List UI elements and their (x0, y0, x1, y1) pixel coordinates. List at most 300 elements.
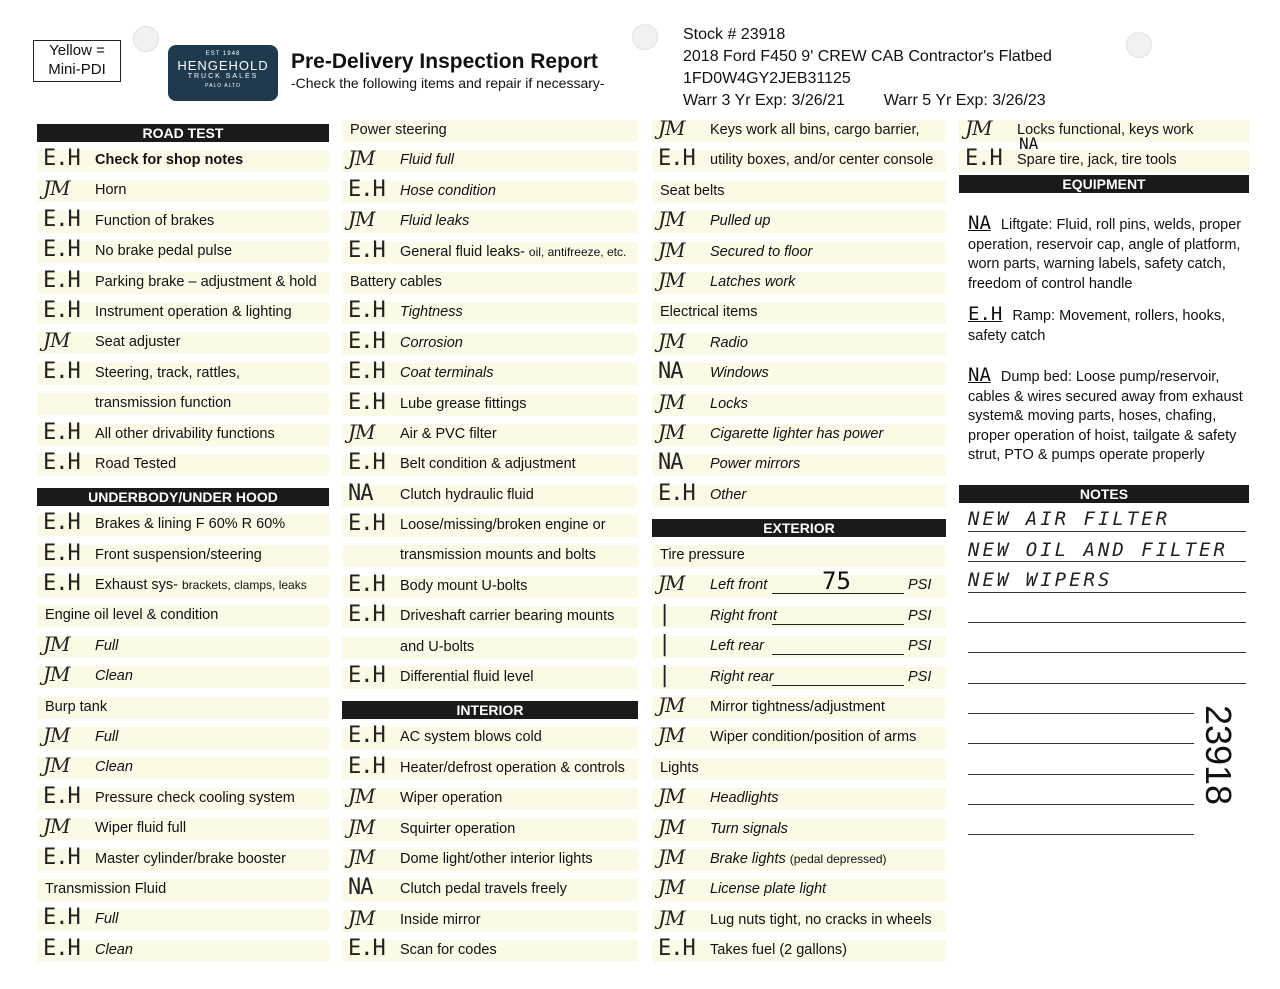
item-label-text: Power steering (350, 122, 447, 138)
row-band (652, 363, 946, 385)
inspector-initials: JM (348, 905, 375, 930)
mini-pdi-note (33, 40, 121, 82)
item-label-text: Dome light/other interior lights (400, 850, 593, 867)
item-label (660, 183, 725, 199)
item-label (95, 365, 240, 381)
inspector-initials: E.H (348, 237, 385, 263)
inspector-initials: JM (43, 723, 70, 748)
checklist-item-horn (37, 178, 329, 208)
item-label-text: Latches work (710, 273, 796, 290)
item-label-text: Takes fuel (2 gallons) (710, 942, 848, 959)
item-label (95, 759, 133, 775)
item-label (95, 395, 231, 411)
equipment-text: Ramp: Movement, rollers, hooks, safety catch (968, 308, 1226, 344)
checklist-item-pulled-up (652, 209, 946, 239)
item-label-text: Scan for codes (400, 942, 497, 959)
notes-rule (968, 683, 1246, 684)
checklist-item-heater-defrost-operation-controls (342, 753, 638, 786)
item-label (710, 851, 887, 867)
psi-value: 75 (822, 567, 851, 596)
item-label-text: and U-bolts (400, 638, 475, 655)
row-band (37, 757, 329, 779)
checklist-item-transmission-fluid (37, 877, 329, 907)
section-header-interior: INTERIOR (342, 701, 638, 719)
item-label-text: Seat adjuster (95, 334, 181, 351)
item-label (95, 456, 176, 472)
item-label-text: Locks functional, keys work (1017, 122, 1194, 138)
inspector-initials: JM (348, 814, 375, 839)
item-label-text: Master cylinder/brake booster (95, 850, 286, 867)
checklist-item-brake-lights (652, 844, 946, 877)
note-line-1: Yellow = (49, 42, 105, 59)
stock-number-vertical-text: 23918 (1198, 704, 1239, 806)
item-label (400, 639, 474, 655)
inspector-initials: E.H (43, 540, 80, 566)
item-label-text: Windows (710, 365, 769, 382)
row-band (652, 394, 946, 416)
inspector-initials: | (658, 601, 671, 627)
item-label (660, 304, 758, 320)
checklist-item-hose-condition (342, 176, 638, 209)
item-label-text: Mirror tightness/adjustment (710, 699, 885, 716)
checklist-item-power-mirrors (652, 452, 946, 482)
punch-hole (133, 26, 159, 52)
inspector-initials: E.H (348, 328, 385, 354)
item-label-text: Front suspension/steering (95, 546, 262, 563)
inspector-initials: E.H (658, 146, 695, 172)
psi-unit: PSI (908, 638, 932, 655)
item-label (660, 760, 699, 776)
note-line: NEW WIPERS (968, 569, 1113, 591)
item-label-text: Parking brake – adjustment & hold (95, 273, 317, 290)
item-label-small: (pedal depressed) (789, 851, 887, 866)
checklist-item-body-mount-u-bolts (342, 571, 638, 604)
row-band (342, 333, 638, 355)
inspector-initials: E.H (658, 936, 695, 962)
section-header-underbody-under-hood: UNDERBODY/UNDER HOOD (37, 488, 329, 506)
item-label-text: Locks (710, 395, 748, 412)
checklist-item-lug-nuts-tight-no-cracks-in-wheels (652, 905, 946, 938)
checklist-item-wiper-operation (342, 786, 638, 816)
inspector-initials: E.H (43, 510, 80, 536)
item-label (400, 578, 527, 594)
item-label-small: brackets, clamps, leaks (182, 578, 307, 593)
inspector-initials: E.H (348, 511, 385, 537)
item-label (660, 547, 745, 563)
item-label (400, 517, 606, 533)
checklist-item-clutch-hydraulic-fluid (342, 480, 638, 513)
item-label (400, 304, 463, 320)
item-label-text: Brakes & lining F 60% R 60% (95, 516, 286, 533)
item-label-text: All other drivability functions (95, 425, 275, 442)
inspector-initials: JM (658, 784, 685, 809)
item-label-text: Secured to floor (710, 243, 813, 260)
item-label-text: No brake pedal pulse (95, 243, 233, 260)
item-label (710, 396, 748, 412)
equipment-text: Liftgate: Fluid, roll pins, welds, proper operation, reservoir cap, angle of platform, worn parts, warning labels, safety catch, freedom of control handle (968, 217, 1242, 292)
checklist-item-full (37, 907, 329, 937)
item-label (95, 304, 292, 320)
psi-entry-line (772, 685, 904, 686)
inspector-initials: E.H (348, 450, 385, 476)
item-label-text: Corrosion (400, 334, 463, 351)
row-band (37, 909, 329, 931)
section-header-road-test: ROAD TEST (37, 124, 329, 142)
item-label (95, 851, 286, 867)
item-label-text: Engine oil level & condition (45, 607, 219, 624)
checklist-item-road-tested (37, 449, 329, 482)
checklist-item-squirter-operation (342, 814, 638, 847)
item-label (400, 365, 493, 381)
checklist-item-electrical-items (652, 300, 946, 330)
checklist-item-scan-for-codes (342, 938, 638, 968)
item-label-text: Tire pressure (660, 547, 745, 564)
column-1 (37, 118, 329, 968)
inspector-initials: E.H (43, 237, 80, 263)
item-label (400, 912, 481, 928)
item-label (400, 729, 542, 745)
inspector-initials: JM (658, 116, 685, 140)
item-label (710, 638, 764, 654)
row-band (37, 636, 329, 658)
item-label (400, 669, 534, 685)
equipment-text: Dump bed: Loose pump/reservoir, cables & wires secured away from exhaust system& moving parts, hoses, chafing, proper operation of hoist, tailgate & safety strut, PTO & pumps operate properly (968, 369, 1243, 463)
inspector-initials: E.H (43, 449, 80, 475)
item-label-text: Heater/defrost operation & controls (400, 759, 625, 776)
item-label-text: transmission function (95, 395, 232, 412)
equipment-liftgate (968, 214, 1248, 294)
item-label (400, 608, 614, 624)
inspector-initials: E.H (43, 905, 80, 931)
item-label (400, 152, 454, 168)
inspector-initials: JM (658, 571, 685, 596)
inspector-initials: NA (658, 450, 683, 476)
item-label (400, 821, 515, 837)
inspector-initials: | (658, 632, 671, 658)
inspector-initials: E.H (348, 389, 385, 415)
item-label (400, 426, 497, 442)
item-label-text: Squirter operation (400, 820, 516, 837)
item-label (95, 790, 295, 806)
item-label (710, 729, 916, 745)
checklist-item-license-plate-light (652, 877, 946, 907)
item-label-text: Radio (710, 334, 748, 351)
item-label (710, 213, 770, 229)
row-band (342, 637, 638, 659)
stock-number: Stock # 23918 (683, 26, 786, 43)
item-label-text: Coat terminals (400, 365, 494, 382)
item-label (710, 699, 885, 715)
item-label (95, 213, 214, 229)
checklist-item-seat-adjuster (37, 330, 329, 360)
psi-unit: PSI (908, 668, 932, 685)
item-label (45, 607, 218, 623)
item-label (95, 820, 186, 836)
checklist-item-mirror-tightness-adjustment (652, 695, 946, 725)
checklist-item-loose-missing-broken-engine-or (342, 513, 638, 543)
item-label (400, 790, 502, 806)
inspector-initials: E.H (43, 419, 80, 445)
inspector-initials: E.H (43, 783, 80, 809)
item-label-text: Left rear (710, 638, 764, 655)
note-line: NEW AIR FILTER (968, 508, 1171, 530)
section-header-exterior: EXTERIOR (652, 519, 946, 537)
item-label-text: Wiper fluid full (95, 820, 187, 837)
notes-rule (968, 834, 1194, 835)
inspector-initials: JM (348, 844, 375, 869)
checklist-item-power-steering (342, 118, 638, 148)
item-label-text: Transmission Fluid (45, 880, 167, 897)
item-label-text: Wiper condition/position of arms (710, 729, 917, 746)
item-label (95, 942, 133, 958)
column-3 (652, 118, 946, 969)
checklist-item-parking-brake-adjustment-hold (37, 267, 329, 300)
inspector-initials: E.H (43, 844, 80, 870)
row-band (652, 333, 946, 355)
initials: E.H (968, 303, 1003, 325)
item-label (1017, 122, 1194, 138)
item-label-text: Brake lights (710, 850, 786, 867)
psi-entry-line (772, 654, 904, 655)
item-label (710, 274, 795, 290)
checklist-item-front-suspension-steering (37, 540, 329, 573)
equipment-ramp (968, 305, 1248, 346)
item-label (400, 213, 469, 229)
checklist-item-utility-boxes-and-or-center-console (652, 148, 946, 178)
row-band (37, 180, 329, 202)
item-label-text: Keys work all bins, cargo barrier, (710, 122, 920, 138)
checklist-item-general-fluid-leaks (342, 237, 638, 270)
inspector-initials: JM (348, 419, 375, 444)
note-line: NEW OIL AND FILTER (968, 539, 1228, 561)
inspector-initials: E.H (348, 298, 385, 324)
item-label (95, 274, 317, 290)
inspector-initials: JM (43, 176, 70, 201)
item-label-text: Clean (95, 759, 133, 776)
vehicle-description: 2018 Ford F450 9' CREW CAB Contractor's Flatbed (683, 48, 1052, 65)
inspector-initials: E.H (43, 571, 80, 597)
checklist-item-fluid-full (342, 148, 638, 178)
checklist-item-pressure-check-cooling-system (37, 783, 329, 816)
inspector-initials: E.H (965, 146, 1002, 172)
item-label-text: Power mirrors (710, 456, 801, 473)
notes-header: NOTES (959, 485, 1249, 503)
item-label (95, 547, 262, 563)
item-label-text: Lights (660, 759, 699, 776)
checklist-item-clean (37, 664, 329, 694)
inspector-initials: | (658, 662, 671, 688)
logo-city: PALO ALTO (205, 83, 241, 89)
checklist-item-locks (652, 389, 946, 422)
inspector-initials: E.H (348, 663, 385, 689)
checklist-item-battery-cables (342, 270, 638, 300)
row-band (652, 819, 946, 841)
item-label-text: Full (95, 911, 119, 928)
checklist-item-lube-grease-fittings (342, 389, 638, 422)
checklist-item-master-cylinder-brake-booster (37, 844, 329, 877)
item-label (95, 152, 243, 168)
equipment-dump-bed (968, 366, 1248, 466)
checklist-item-inside-mirror (342, 905, 638, 938)
inspector-initials: JM (965, 116, 992, 140)
stock-number-vertical (1198, 700, 1238, 810)
dealer-logo (168, 45, 278, 101)
checklist-item-coat-terminals (342, 361, 638, 391)
inspector-initials: JM (43, 814, 70, 839)
item-label-text: Right front (710, 607, 777, 624)
page-title: Pre-Delivery Inspection Report (291, 50, 598, 73)
item-label (710, 669, 774, 685)
item-label-text: Battery cables (350, 273, 442, 290)
inspector-initials: E.H (43, 358, 80, 384)
row-band (652, 485, 946, 507)
item-label-text: Clean (95, 941, 133, 958)
item-label-text: Left front (710, 577, 768, 594)
logo-sub: TRUCK SALES (187, 73, 259, 80)
item-label-text: License plate light (710, 881, 827, 898)
checklist-item-dome-light-other-interior-lights (342, 844, 638, 877)
inspector-initials: E.H (43, 206, 80, 232)
item-label (45, 699, 107, 715)
checklist-item-lights (652, 756, 946, 786)
warranty-5yr: Warr 5 Yr Exp: 3/26/23 (883, 92, 1046, 109)
item-label-text: Inside mirror (400, 911, 481, 928)
logo-name: HENGEHOLD (177, 58, 269, 73)
inspector-initials: JM (658, 905, 685, 930)
inspector-initials: E.H (348, 753, 385, 779)
notes-rule (968, 592, 1246, 593)
checklist-item-right-front (652, 601, 946, 634)
item-label-text: Lug nuts tight, no cracks in wheels (710, 911, 932, 928)
checklist-item-all-other-drivability-functions (37, 419, 329, 452)
item-label-text: Differential fluid level (400, 669, 534, 686)
item-label-text: Loose/missing/broken engine or (400, 517, 606, 534)
inspector-initials: E.H (348, 176, 385, 202)
checklist-item-takes-fuel-2-gallons (652, 938, 946, 968)
item-label-text: Driveshaft carrier bearing mounts (400, 608, 615, 625)
inspector-initials: JM (658, 237, 685, 262)
checklist-item-full (37, 725, 329, 755)
item-label-text: Clutch pedal travels freely (400, 881, 567, 898)
inspector-initials: JM (348, 784, 375, 809)
checklist-item-seat-belts (652, 179, 946, 209)
notes-rule (968, 804, 1194, 805)
inspector-initials: JM (658, 844, 685, 869)
item-label-text: Road Tested (95, 455, 177, 472)
item-label (400, 881, 567, 897)
inspector-initials: JM (43, 328, 70, 353)
item-label (95, 911, 118, 927)
inspector-initials: JM (658, 207, 685, 232)
inspector-initials: JM (658, 693, 685, 718)
item-label-text: Steering, track, rattles, (95, 364, 241, 381)
item-label (710, 821, 788, 837)
row-band (37, 727, 329, 749)
checklist-item-air-pvc-filter (342, 419, 638, 452)
checklist-item-cigarette-lighter-has-power (652, 419, 946, 452)
notes-rule (968, 713, 1194, 714)
checklist-item-ac-system-blows-cold (342, 725, 638, 755)
checklist-item-exhaust-sys (37, 573, 329, 603)
item-label-text: Instrument operation & lighting (95, 303, 292, 320)
item-label-text: Seat belts (660, 182, 725, 199)
inspector-initials: E.H (658, 480, 695, 506)
checklist-item-full (37, 631, 329, 664)
item-label-text: Tightness (400, 304, 463, 321)
inspector-initials: E.H (43, 146, 80, 171)
checklist-item-windows (652, 361, 946, 391)
inspector-initials: JM (348, 207, 375, 232)
row-band (342, 150, 638, 172)
psi-entry-line (772, 624, 904, 625)
inspector-initials: JM (43, 753, 70, 778)
checklist-item-differential-fluid-level (342, 665, 638, 695)
row-band (37, 666, 329, 688)
item-label (710, 122, 920, 138)
item-label (400, 547, 596, 563)
item-label (710, 244, 812, 260)
checklist-item-clean (37, 935, 329, 968)
checklist-item-function-of-brakes (37, 206, 329, 239)
item-label (710, 426, 883, 442)
checklist-item-wiper-fluid-full (37, 816, 329, 846)
item-label-text: Turn signals (710, 820, 788, 837)
inspector-initials: JM (658, 328, 685, 353)
item-label (710, 456, 800, 472)
checklist-item-other (652, 480, 946, 513)
item-label-text: AC system blows cold (400, 729, 542, 746)
page-subtitle: -Check the following items and repair if necessary- (291, 75, 605, 91)
item-label (95, 668, 133, 684)
logo-est: EST 1948 (205, 51, 241, 57)
item-label (710, 790, 779, 806)
item-label-text: Horn (95, 182, 127, 199)
checklist-item-right-rear (652, 662, 946, 695)
item-label-text: Belt condition & adjustment (400, 456, 576, 473)
item-label-text: Burp tank (45, 698, 108, 715)
item-label-text: Air & PVC filter (400, 425, 497, 442)
item-label (400, 335, 463, 351)
item-label-text: Headlights (710, 790, 779, 807)
checklist-item-turn-signals (652, 814, 946, 847)
item-label (95, 638, 118, 654)
inspector-initials: E.H (43, 297, 80, 323)
inspector-initials: E.H (43, 935, 80, 961)
checklist-item-wiper-condition-position-of-arms (652, 725, 946, 755)
inspector-initials: E.H (348, 936, 385, 962)
item-label (95, 182, 126, 198)
row-band (652, 211, 946, 233)
inspector-initials: JM (658, 875, 685, 900)
checklist-item-tire-pressure (652, 543, 946, 573)
checklist-item-headlights (652, 786, 946, 816)
note-line-2: Mini-PDI (48, 61, 106, 78)
item-label-text: Function of brakes (95, 212, 215, 229)
punch-hole (1126, 32, 1152, 58)
item-label (400, 183, 496, 199)
item-label-text: Fluid leaks (400, 213, 470, 230)
inspector-initials: JM (658, 389, 685, 414)
initials: NA (968, 212, 991, 234)
row-band (652, 272, 946, 294)
item-label (95, 729, 118, 745)
item-label (400, 851, 593, 867)
checklist-item-locks-functional-keys-work (959, 118, 1249, 148)
item-label (710, 942, 847, 958)
item-label-text: Spare tire, jack, tire tools (1017, 152, 1177, 169)
item-label (1017, 152, 1177, 168)
inspector-initials: NA (348, 875, 373, 901)
